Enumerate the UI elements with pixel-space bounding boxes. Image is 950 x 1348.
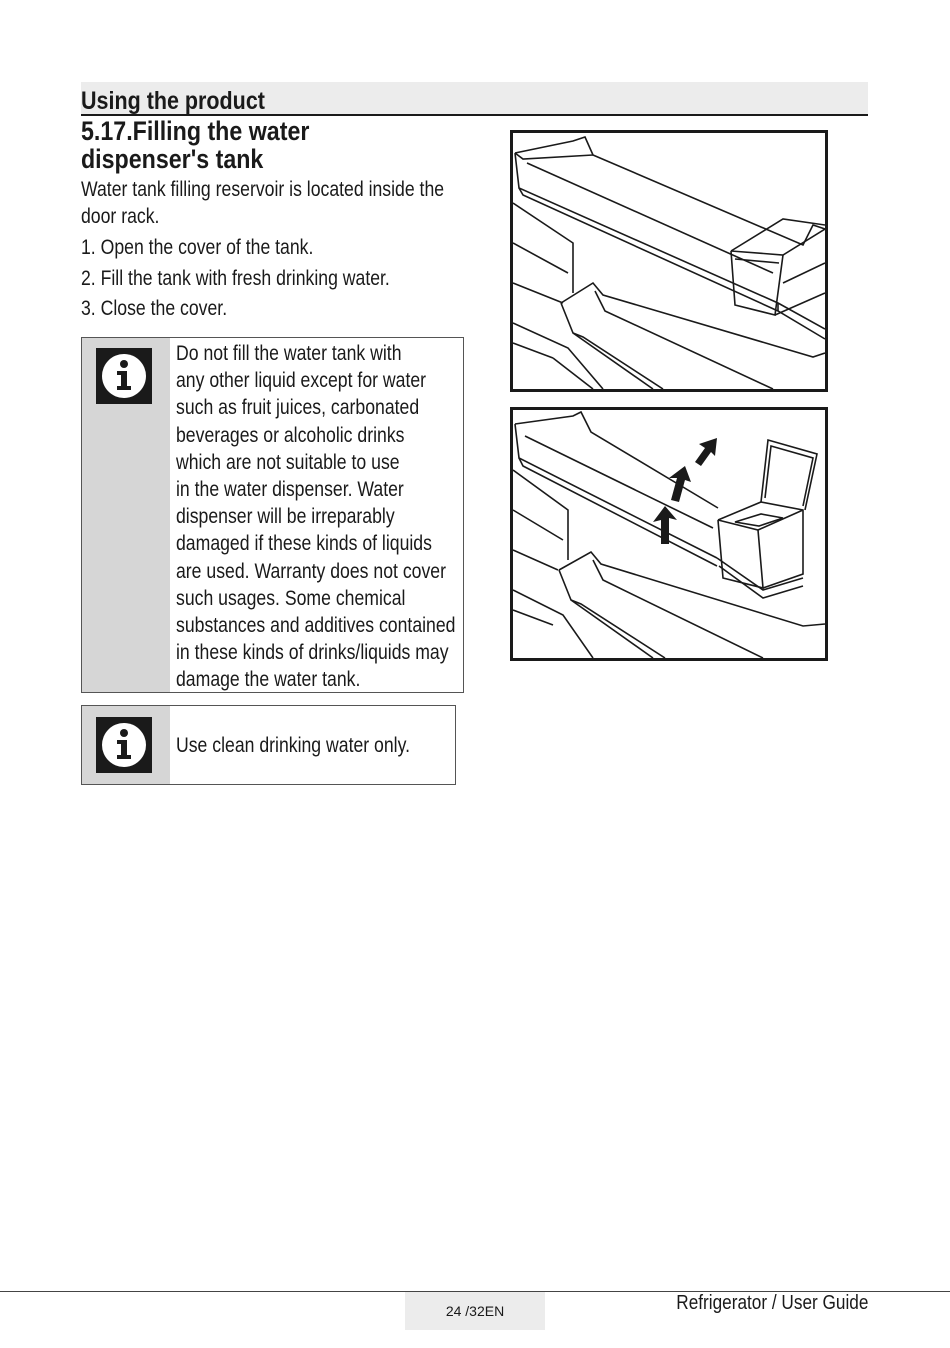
- section-header: [81, 82, 868, 116]
- page-number: [405, 1292, 545, 1330]
- steps-list: [81, 233, 449, 325]
- intro-paragraph: [81, 176, 513, 230]
- note-line: Use clean drinking water only.: [176, 734, 411, 757]
- step-item: 1. Open the cover of the tank.: [81, 236, 314, 259]
- door-rack-drawing: [513, 133, 825, 389]
- illustration-tank-closed: [510, 130, 828, 392]
- page-title-line-2: dispenser's tank: [81, 144, 264, 174]
- note-line: in these kinds of drinks/liquids may: [176, 641, 449, 665]
- info-note: [81, 705, 456, 785]
- section-title: Using the product: [81, 87, 265, 115]
- step-item: 2. Fill the tank with fresh drinking water.: [81, 266, 390, 290]
- illustration-tank-open: [510, 407, 828, 661]
- note-line: damage the water tank.: [176, 668, 361, 692]
- note-line: Do not fill the water tank with: [176, 342, 402, 365]
- note-line: damaged if these kinds of liquids: [176, 532, 432, 556]
- document-name: [645, 1292, 868, 1315]
- intro-line: Water tank filling reservoir is located inside the: [81, 178, 445, 201]
- info-icon: [96, 717, 152, 773]
- note-line: dispenser will be irreparably: [176, 505, 395, 529]
- note-text: [176, 340, 509, 694]
- note-line: in the water dispenser. Water: [176, 478, 404, 502]
- note-line: such as fruit juices, carbonated: [176, 396, 420, 420]
- note-text: [176, 732, 455, 759]
- note-line: which are not suitable to use: [176, 450, 400, 474]
- info-icon: [96, 348, 152, 404]
- note-sidebar: [82, 338, 170, 692]
- page-title-line-1: 5.17.Filling the water: [81, 116, 310, 146]
- step-item: 3. Close the cover.: [81, 297, 228, 320]
- note-line: beverages or alcoholic drinks: [176, 423, 405, 447]
- intro-line: door rack.: [81, 205, 160, 228]
- note-line: are used. Warranty does not cover: [176, 559, 446, 583]
- lift-arrows-icon: [653, 438, 717, 544]
- document-name-text: Refrigerator / User Guide: [675, 1292, 868, 1314]
- page-title: [81, 117, 347, 173]
- note-line: substances and additives contained: [176, 614, 456, 638]
- warning-note: [81, 337, 464, 693]
- note-sidebar: [82, 706, 170, 784]
- door-rack-drawing: [513, 410, 825, 658]
- note-line: such usages. Some chemical: [176, 586, 406, 610]
- page-number-text: 24 /32EN: [445, 1303, 505, 1319]
- note-line: any other liquid except for water: [176, 369, 427, 393]
